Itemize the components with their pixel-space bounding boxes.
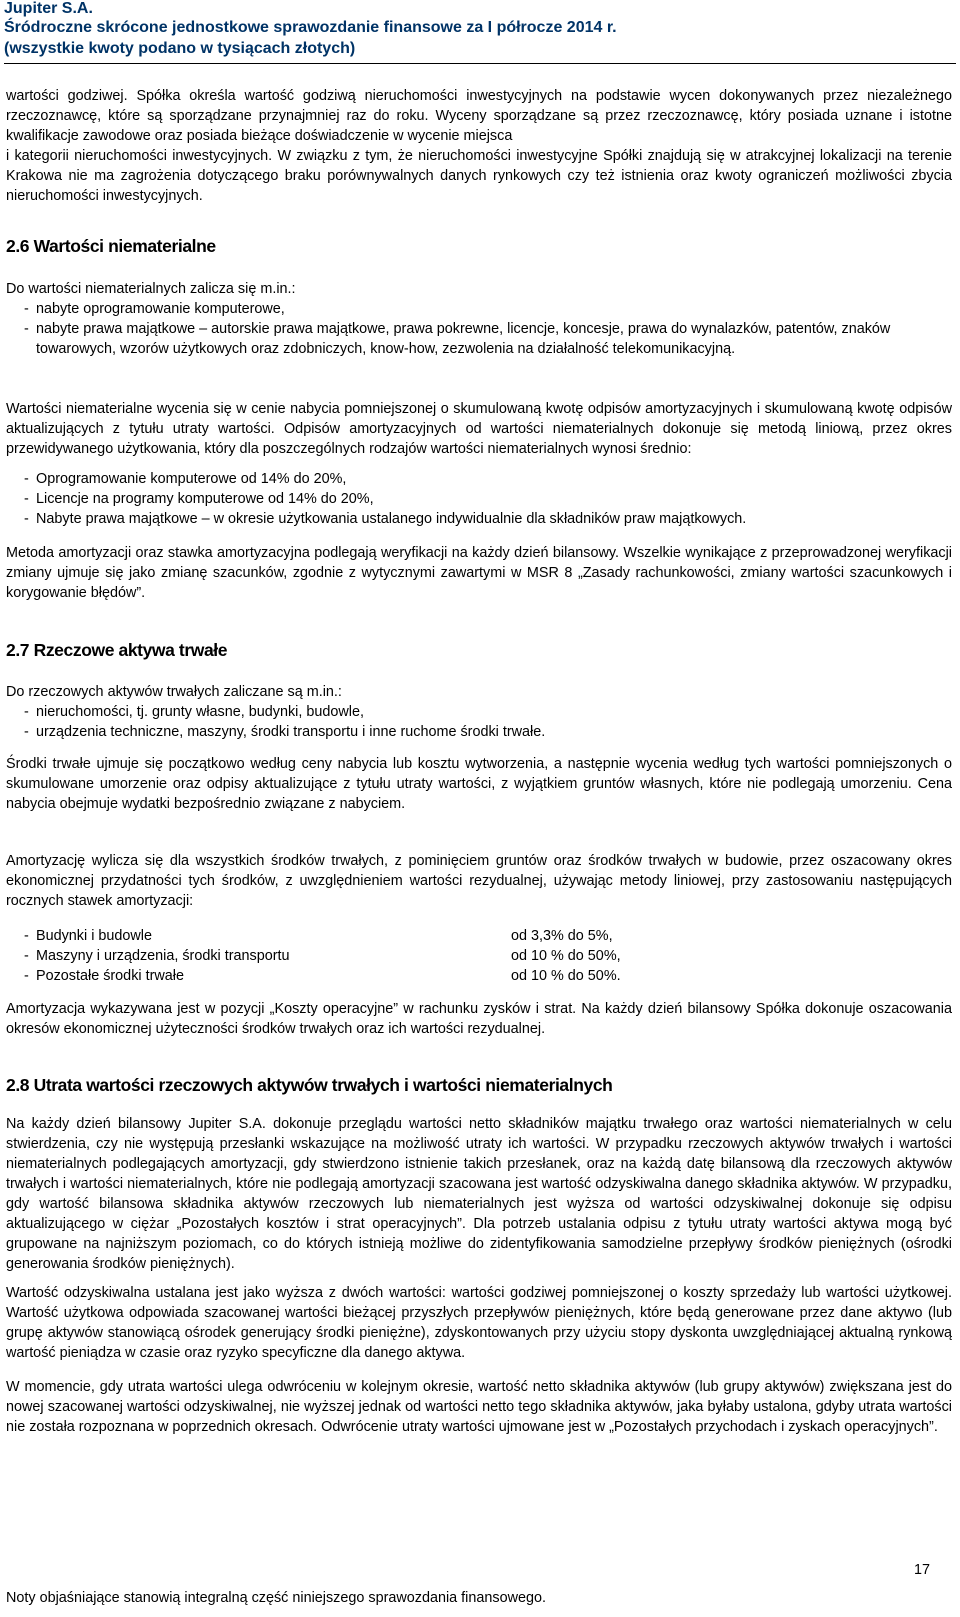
intro-block [6,86,952,206]
section-2-7 [6,640,952,660]
section-2-8 [6,1075,952,1095]
page-header [4,0,617,60]
section-2-7-body [6,682,952,742]
list-item: - nabyte oprogramowanie komputerowe, [6,299,952,319]
section-heading: 2.8 Utrata wartości rzeczowych aktywów trwałych i wartości niematerialnych [6,1075,613,1095]
list-item: - nieruchomości, tj. grunty własne, budynki, budowle, [6,702,952,722]
paragraph: Metoda amortyzacji oraz stawka amortyzacyjna podlegają weryfikacji na każdy dzień bilansowy. Wszelkie wynikające z przeprowadzonej weryfikacji zmiany ujmuje się jako zmianę szacunków, zgodnie z wytycznymi zawartymi w MSR 8 „Zasady rachunkowości, zmiany wartości szacunkowych i korygowanie błędów”. [6,545,952,601]
list-item: - Licencje na programy komputerowe od 14% do 20%, [6,489,952,509]
asset-class: - Budynki i budowle [36,928,152,944]
section-heading: 2.6 Wartości niematerialne [6,236,216,256]
section-lead: Do wartości niematerialnych zalicza się m.in.: [6,281,296,297]
section-2-6-valuation [6,399,952,459]
section-2-6-method [6,543,952,603]
section-heading: 2.7 Rzeczowe aktywa trwałe [6,640,228,660]
section-2-8-review [6,1114,952,1274]
paragraph: Amortyzację wylicza się dla wszystkich środków trwałych, z pominięciem gruntów oraz środków trwałych w budowie, przez oszacowany okres ekonomicznej przydatności tych środków, z uwzględnieniem wartości rezydualnej, używając metody liniowej, przy zastosowaniu następujących rocznych stawek amortyzacji: [6,853,952,909]
intangibles-list [6,299,952,359]
rate-row [6,966,952,986]
paragraph: Wartość odzyskiwalna ustalana jest jako wyższa z dwóch wartości: wartości godziwej pomniejszonej o koszty sprzedaży lub wartości użytkowej. Wartość użytkowa odpowiada szacowanej wartości bieżącej przyszłych przepływów pieniężnych, które będą generowane przez dane aktywo (lub grupę aktywów stanowiącą ośrodek generujący środki pieniężne), zdyskontowanych przy użyciu stopy dyskonta uwzględniającej aktualną rynkową wartość pieniądza w czasie oraz ryzyko specyficzne dla danego aktywa. [6,1285,952,1361]
asset-class: - Pozostałe środki trwałe [36,968,184,984]
page-number: 17 [913,1562,930,1578]
header-divider [4,63,956,64]
section-2-6-rates [6,469,952,529]
rate-value: od 3,3% do 5%, [511,928,613,944]
rate-row [6,946,952,966]
intro-paragraph-2: i kategorii nieruchomości inwestycyjnych. W związku z tym, że nieruchomości inwestycyjne Spółki znajdują się w atrakcyjnej lokalizacji na terenie Krakowa nie ma zagrożenia dotyczącego braku porównywalnych danych rynkowych czy też istnienia oraz kwoty ograniczeń możliwości zbycia nieruchomości inwestycyjnych. [6,148,952,204]
list-item: - nabyte prawa majątkowe – autorskie prawa majątkowe, prawa pokrewne, licencje, koncesje, prawa do wynalazków, patentów, znaków towarowych, wzorów użytkowych oraz zdobniczych, know-how, zezwolenia na działalność telekomunikacyjną. [6,319,952,359]
paragraph: W momencie, gdy utrata wartości ulega odwróceniu w kolejnym okresie, wartość netto składnika aktywów (lub grupy aktywów) zwiększana jest do nowej szacowanej wartości odzyskiwalnej, nie wyższej jednak od wartości netto tego składnika aktywów, jaka byłaby ustalona, gdyby utrata wartości nie została rozpoznana w poprzednich okresach. Odwrócenie utraty wartości ujmowane jest w „Pozostałych przychodach i zyskach operacyjnych”. [6,1379,952,1435]
section-2-8-reversal [6,1377,952,1437]
paragraph: Amortyzacja wykazywana jest w pozycji „Koszty operacyjne” w rachunku zysków i strat. Na każdy dzień bilansowy Spółka dokonuje oszacowania okresów ekonomicznej użyteczności środków trwałych oraz ich wartości rezydualnej. [6,1001,952,1037]
amortization-rates-list [6,469,952,529]
asset-class: - Maszyny i urządzenia, środki transportu [36,948,290,964]
rate-value: od 10 % do 50%, [511,948,621,964]
rate-row [6,926,952,946]
rate-value: od 10 % do 50%. [511,968,621,984]
section-lead: Do rzeczowych aktywów trwałych zaliczane są m.in.: [6,684,342,700]
paragraph: Na każdy dzień bilansowy Jupiter S.A. dokonuje przeglądu wartości netto składników majątku trwałego oraz wartości niematerialnych w celu stwierdzenia, czy nie występują przesłanki wskazujące na możliwość utraty ich wartości. W przypadku rzeczowych aktywów trwałych i wartości niematerialnych podlegających amortyzacji, gdy stwierdzono istnienie takich przesłanek, oraz na każdą datę bilansową dla rzeczowych aktywów trwałych i wartości niematerialnych, które nie podlegają amortyzacji szacowana jest wartość odzyskiwalna danego składnika aktywów. W przypadku, gdy wartość bilansowa składnika aktywów rzeczowych lub niematerialnych jest wyższa od wartości odzyskiwalnej dokonuje się odpisu aktualizującego w ciężar „Pozostałych kosztów i strat operacyjnych”. Dla potrzeb ustalania odpisu z tytułu utraty wartości aktywa mogą być grupowane na najniższym poziomach, co do których istnieją możliwe do zidentyfikowania samodzielne przepływy środków pieniężnych (ośrodki generowania środków pieniężnych). [6,1116,952,1272]
amounts-note: (wszystkie kwoty podano w tysiącach złotych) [4,40,356,57]
section-2-8-recoverable [6,1283,952,1363]
section-2-6-body [6,279,952,359]
company-name: Jupiter S.A. [4,0,93,17]
list-item: - Oprogramowanie komputerowe od 14% do 20%, [6,469,952,489]
report-title: Śródroczne skrócone jednostkowe sprawozdanie finansowe za I półrocze 2014 r. [4,19,617,36]
fixed-assets-list [6,702,952,742]
section-2-7-depreciation [6,851,952,911]
depreciation-rates [6,926,952,986]
section-2-6 [6,236,952,256]
section-2-7-presentation [6,999,952,1039]
paragraph: Środki trwałe ujmuje się początkowo według ceny nabycia lub kosztu wytworzenia, a następnie wycenia według tych wartości pomniejszonych o skumulowane umorzenie oraz odpisy aktualizujące z tytułu utraty wartości, z wyjątkiem gruntów własnych, które nie podlegają umorzeniu. Cena nabycia obejmuje wydatki bezpośrednio związane z nabyciem. [6,756,952,812]
section-2-7-recognition [6,754,952,814]
paragraph: Wartości niematerialne wycenia się w cenie nabycia pomniejszonej o skumulowaną kwotę odpisów amortyzacyjnych i skumulowaną kwotę odpisów aktualizujących z tytułu utraty wartości. Odpisów amortyzacyjnych od wartości niematerialnych dokonuje się metodą liniową, przez okres przewidywanego użytkowania, który dla poszczególnych rodzajów wartości niematerialnych wynosi średnio: [6,401,952,457]
footer-note: Noty objaśniające stanowią integralną część niniejszego sprawozdania finansowego. [6,1590,546,1606]
list-item: - Nabyte prawa majątkowe – w okresie użytkowania ustalanego indywidualnie dla składników praw majątkowych. [6,509,952,529]
list-item: - urządzenia techniczne, maszyny, środki transportu i inne ruchome środki trwałe. [6,722,952,742]
intro-paragraph-1: wartości godziwej. Spółka określa wartość godziwą nieruchomości inwestycyjnych na podstawie wycen dokonywanych przez niezależnego rzeczoznawcę, które są sporządzane przynajmniej raz do roku. Wyceny sporządzane są przez rzeczoznawcę, który posiada uznane i istotne kwalifikacje zawodowe oraz posiada bieżące doświadczenie w wycenie miejsca [6,88,952,144]
